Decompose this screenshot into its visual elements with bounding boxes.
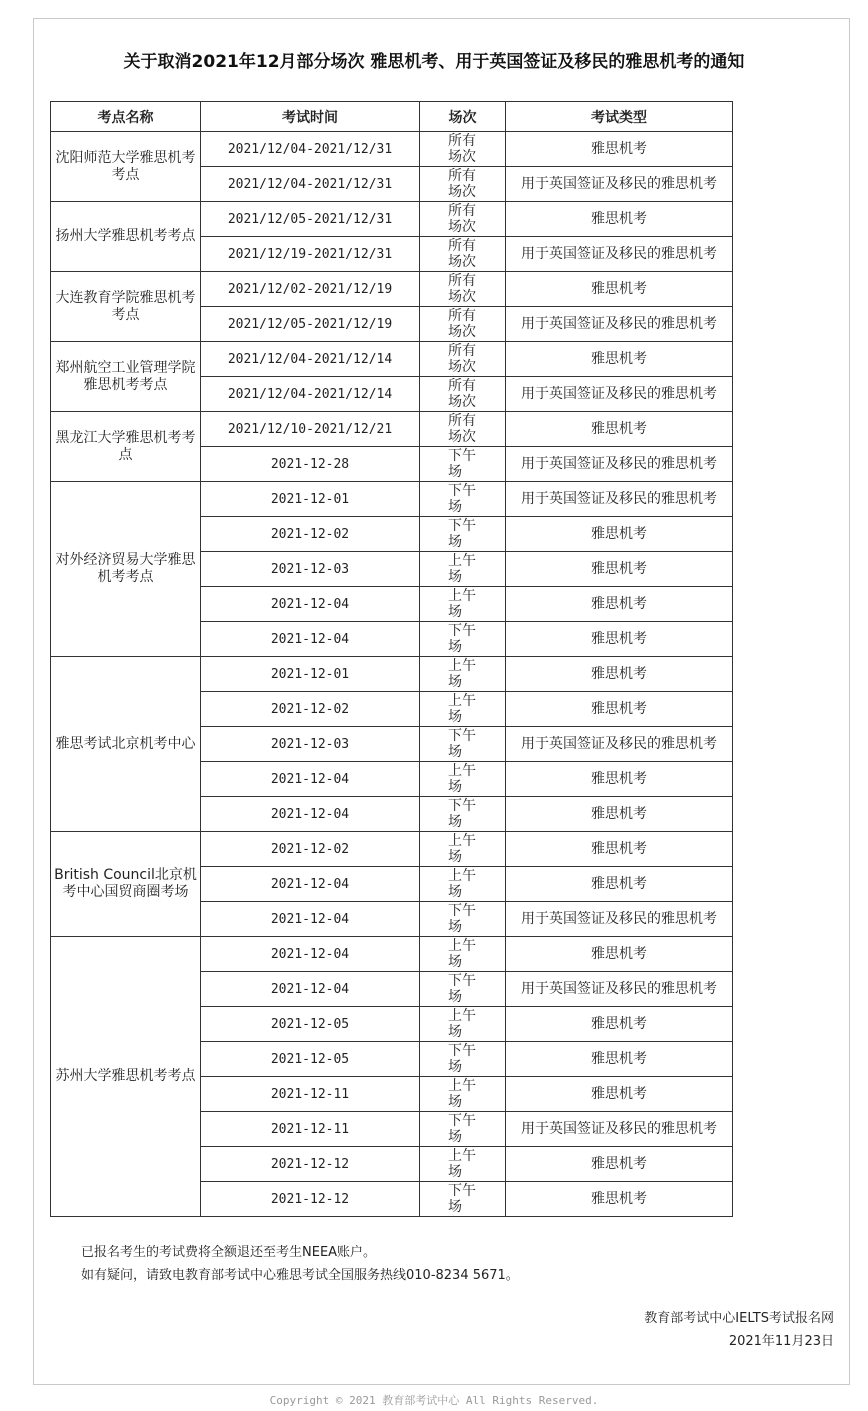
session-cell: [420, 902, 506, 937]
header-type: 考试类型: [506, 102, 733, 132]
venue-cell: 苏州大学雅思机考考点: [51, 937, 201, 1217]
session-cell: [420, 167, 506, 202]
venue-cell: 雅思考试北京机考中心: [51, 657, 201, 832]
session-label: 下午场: [448, 1113, 476, 1145]
exam-time-cell: 2021-12-02: [201, 832, 420, 867]
exam-type-cell: 雅思机考: [506, 342, 733, 377]
refund-note: 已报名考生的考试费将全额退还至考生NEEA账户。: [81, 1245, 377, 1260]
exam-time-cell: 2021-12-04: [201, 797, 420, 832]
table-row: [51, 937, 733, 972]
session-cell: [420, 657, 506, 692]
exam-type-cell: 用于英国签证及移民的雅思机考: [506, 447, 733, 482]
exam-type-cell: 用于英国签证及移民的雅思机考: [506, 1112, 733, 1147]
session-cell: [420, 1007, 506, 1042]
exam-time-cell: 2021-12-02: [201, 692, 420, 727]
table-row: [51, 272, 733, 307]
session-cell: [420, 272, 506, 307]
session-cell: [420, 727, 506, 762]
exam-time-cell: 2021-12-03: [201, 552, 420, 587]
session-cell: [420, 587, 506, 622]
session-cell: [420, 797, 506, 832]
table-header-row: [51, 102, 733, 132]
exam-type-cell: 雅思机考: [506, 797, 733, 832]
header-venue: 考点名称: [51, 102, 201, 132]
exam-type-cell: 雅思机考: [506, 622, 733, 657]
session-label: 上午场: [448, 658, 476, 690]
session-cell: [420, 1077, 506, 1112]
session-label: 所有场次: [448, 238, 476, 270]
exam-time-cell: 2021-12-04: [201, 622, 420, 657]
contact-note: 如有疑问，请致电教育部考试中心雅思考试全国服务热线010-8234 5671。: [81, 1268, 519, 1283]
signature-date: 2021年11月23日: [728, 1334, 834, 1349]
session-label: 所有场次: [448, 273, 476, 305]
exam-time-cell: 2021-12-03: [201, 727, 420, 762]
exam-type-cell: 雅思机考: [506, 552, 733, 587]
session-label: 所有场次: [448, 378, 476, 410]
session-cell: [420, 377, 506, 412]
exam-time-cell: 2021/12/04-2021/12/14: [201, 342, 420, 377]
exam-time-cell: 2021-12-05: [201, 1042, 420, 1077]
session-label: 下午场: [448, 798, 476, 830]
venue-cell: British Council北京机考中心国贸商圈考场: [51, 832, 201, 937]
session-label: 所有场次: [448, 203, 476, 235]
session-label: 所有场次: [448, 413, 476, 445]
exam-type-cell: 雅思机考: [506, 1007, 733, 1042]
exam-time-cell: 2021/12/04-2021/12/14: [201, 377, 420, 412]
session-label: 下午场: [448, 1183, 476, 1215]
venue-cell: 对外经济贸易大学雅思机考考点: [51, 482, 201, 657]
header-session: 场次: [420, 102, 506, 132]
exam-time-cell: 2021-12-04: [201, 867, 420, 902]
session-label: 下午场: [448, 973, 476, 1005]
table-row: [51, 132, 733, 167]
exam-type-cell: 雅思机考: [506, 1042, 733, 1077]
session-cell: [420, 132, 506, 167]
exam-type-cell: 雅思机考: [506, 412, 733, 447]
session-label: 上午场: [448, 1008, 476, 1040]
copyright-text: Copyright © 2021 教育部考试中心 All Rights Reserved.: [269, 1394, 599, 1407]
exam-time-cell: 2021-12-12: [201, 1182, 420, 1217]
exam-type-cell: 用于英国签证及移民的雅思机考: [506, 972, 733, 1007]
session-label: 所有场次: [448, 308, 476, 340]
session-label: 下午场: [448, 448, 476, 480]
session-cell: [420, 832, 506, 867]
table-row: [51, 657, 733, 692]
session-cell: [420, 762, 506, 797]
session-label: 上午场: [448, 763, 476, 795]
exam-type-cell: 雅思机考: [506, 657, 733, 692]
exam-type-cell: 雅思机考: [506, 692, 733, 727]
notice-title: 关于取消2021年12月部分场次 雅思机考、用于英国签证及移民的雅思机考的通知: [123, 52, 745, 72]
table-row: [51, 482, 733, 517]
exam-type-cell: 用于英国签证及移民的雅思机考: [506, 237, 733, 272]
session-cell: [420, 202, 506, 237]
exam-type-cell: 雅思机考: [506, 587, 733, 622]
session-cell: [420, 1042, 506, 1077]
exam-time-cell: 2021-12-04: [201, 937, 420, 972]
exam-time-cell: 2021/12/19-2021/12/31: [201, 237, 420, 272]
session-cell: [420, 517, 506, 552]
session-cell: [420, 1147, 506, 1182]
exam-time-cell: 2021/12/04-2021/12/31: [201, 132, 420, 167]
exam-type-cell: 用于英国签证及移民的雅思机考: [506, 727, 733, 762]
venue-cell: 黑龙江大学雅思机考考点: [51, 412, 201, 482]
exam-time-cell: 2021-12-11: [201, 1112, 420, 1147]
exam-time-cell: 2021/12/10-2021/12/21: [201, 412, 420, 447]
session-label: 上午场: [448, 1078, 476, 1110]
table-body: [51, 132, 733, 1217]
table-row: [51, 832, 733, 867]
session-cell: [420, 342, 506, 377]
exam-time-cell: 2021-12-02: [201, 517, 420, 552]
exam-time-cell: 2021-12-04: [201, 762, 420, 797]
signature-org: 教育部考试中心IELTS考试报名网: [644, 1311, 834, 1326]
exam-time-cell: 2021-12-11: [201, 1077, 420, 1112]
exam-type-cell: 雅思机考: [506, 272, 733, 307]
exam-type-cell: 用于英国签证及移民的雅思机考: [506, 902, 733, 937]
session-label: 上午场: [448, 938, 476, 970]
session-label: 下午场: [448, 728, 476, 760]
exam-type-cell: 用于英国签证及移民的雅思机考: [506, 167, 733, 202]
exam-time-cell: 2021/12/05-2021/12/31: [201, 202, 420, 237]
exam-type-cell: 雅思机考: [506, 937, 733, 972]
exam-type-cell: 用于英国签证及移民的雅思机考: [506, 307, 733, 342]
exam-time-cell: 2021-12-12: [201, 1147, 420, 1182]
exam-type-cell: 雅思机考: [506, 1147, 733, 1182]
session-label: 所有场次: [448, 343, 476, 375]
exam-type-cell: 雅思机考: [506, 132, 733, 167]
session-label: 上午场: [448, 1148, 476, 1180]
exam-time-cell: 2021/12/04-2021/12/31: [201, 167, 420, 202]
exam-time-cell: 2021/12/05-2021/12/19: [201, 307, 420, 342]
session-label: 上午场: [448, 588, 476, 620]
session-cell: [420, 1112, 506, 1147]
session-cell: [420, 867, 506, 902]
exam-time-cell: 2021-12-28: [201, 447, 420, 482]
session-cell: [420, 622, 506, 657]
cancellation-table: [50, 101, 733, 1217]
exam-type-cell: 雅思机考: [506, 202, 733, 237]
exam-type-cell: 雅思机考: [506, 1077, 733, 1112]
exam-type-cell: 用于英国签证及移民的雅思机考: [506, 377, 733, 412]
table-row: [51, 202, 733, 237]
session-label: 下午场: [448, 623, 476, 655]
venue-cell: 扬州大学雅思机考考点: [51, 202, 201, 272]
session-cell: [420, 237, 506, 272]
session-label: 上午场: [448, 833, 476, 865]
session-cell: [420, 482, 506, 517]
venue-cell: 沈阳师范大学雅思机考考点: [51, 132, 201, 202]
session-label: 上午场: [448, 693, 476, 725]
session-label: 上午场: [448, 553, 476, 585]
table-row: [51, 342, 733, 377]
venue-cell: 大连教育学院雅思机考考点: [51, 272, 201, 342]
exam-time-cell: 2021-12-01: [201, 482, 420, 517]
exam-time-cell: 2021-12-05: [201, 1007, 420, 1042]
exam-type-cell: 雅思机考: [506, 762, 733, 797]
table-row: [51, 412, 733, 447]
session-label: 下午场: [448, 518, 476, 550]
exam-time-cell: 2021-12-04: [201, 587, 420, 622]
exam-type-cell: 雅思机考: [506, 1182, 733, 1217]
session-cell: [420, 447, 506, 482]
exam-type-cell: 用于英国签证及移民的雅思机考: [506, 482, 733, 517]
header-time: 考试时间: [201, 102, 420, 132]
venue-cell: 郑州航空工业管理学院雅思机考考点: [51, 342, 201, 412]
session-label: 下午场: [448, 903, 476, 935]
session-label: 所有场次: [448, 133, 476, 165]
exam-time-cell: 2021/12/02-2021/12/19: [201, 272, 420, 307]
session-cell: [420, 1182, 506, 1217]
exam-type-cell: 雅思机考: [506, 832, 733, 867]
session-label: 所有场次: [448, 168, 476, 200]
exam-time-cell: 2021-12-04: [201, 902, 420, 937]
exam-time-cell: 2021-12-01: [201, 657, 420, 692]
session-label: 下午场: [448, 483, 476, 515]
exam-time-cell: 2021-12-04: [201, 972, 420, 1007]
exam-type-cell: 雅思机考: [506, 517, 733, 552]
session-cell: [420, 692, 506, 727]
session-cell: [420, 307, 506, 342]
session-cell: [420, 412, 506, 447]
exam-type-cell: 雅思机考: [506, 867, 733, 902]
session-label: 下午场: [448, 1043, 476, 1075]
session-label: 上午场: [448, 868, 476, 900]
session-cell: [420, 552, 506, 587]
session-cell: [420, 972, 506, 1007]
session-cell: [420, 937, 506, 972]
